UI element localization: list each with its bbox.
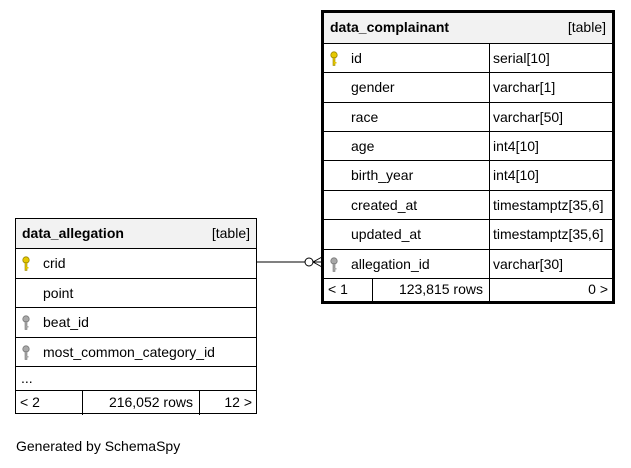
column-row-age[interactable] (324, 132, 612, 161)
column-type: timestamptz[35,6] (493, 197, 604, 213)
column-type: varchar[1] (493, 79, 556, 95)
column-name: most_common_category_id (43, 344, 215, 360)
column-name: created_at (351, 197, 418, 213)
children-count[interactable]: 0 > (588, 281, 608, 297)
more-columns-ellipsis: ... (21, 370, 33, 386)
column-row-beat-id[interactable] (16, 308, 256, 338)
column-row-id[interactable] (324, 44, 612, 73)
column-name: id (351, 50, 362, 66)
column-type: serial[10] (493, 50, 550, 66)
table-header (324, 13, 612, 44)
table-header (16, 219, 256, 249)
column-row-race[interactable] (324, 103, 612, 132)
table-footer (324, 279, 612, 301)
column-name: beat_id (43, 314, 89, 330)
column-type: timestamptz[35,6] (493, 226, 604, 242)
table-kind: [table] (567, 19, 606, 35)
column-row-birth-year[interactable] (324, 161, 612, 191)
column-name: age (351, 138, 375, 154)
column-name: birth_year (351, 167, 414, 183)
column-row-most-common-category-id[interactable] (16, 338, 256, 367)
foreign-key-icon (330, 257, 338, 273)
column-name: allegation_id (351, 256, 430, 272)
generated-by-label: Generated by SchemaSpy (16, 438, 181, 454)
foreign-key-icon (22, 345, 30, 361)
parents-count[interactable]: < 2 (20, 394, 40, 410)
column-type: varchar[30] (493, 256, 564, 272)
table-name: data_allegation (22, 225, 124, 241)
column-name: race (351, 109, 379, 125)
column-row-crid[interactable] (16, 249, 256, 279)
column-type: int4[10] (493, 138, 539, 154)
column-row-updated-at[interactable] (324, 220, 612, 250)
column-row-created-at[interactable] (324, 191, 612, 220)
row-count: 216,052 rows (108, 394, 193, 410)
table-data-complainant[interactable] (321, 10, 615, 304)
table-data-allegation[interactable] (15, 218, 257, 414)
foreign-key-icon (22, 315, 30, 331)
primary-key-icon (22, 256, 30, 272)
children-count[interactable]: 12 > (224, 394, 252, 410)
table-name: data_complainant (330, 19, 450, 35)
primary-key-icon (330, 51, 338, 67)
column-row-gender[interactable] (324, 73, 612, 103)
column-type: int4[10] (493, 167, 539, 183)
column-name: gender (351, 79, 395, 95)
row-count: 123,815 rows (398, 281, 483, 297)
table-kind: [table] (211, 225, 250, 241)
column-name: crid (43, 255, 66, 271)
column-name: updated_at (351, 226, 422, 242)
column-row-point[interactable] (16, 279, 256, 308)
column-row-allegation-id[interactable] (324, 250, 612, 279)
column-type: varchar[50] (493, 109, 564, 125)
table-footer (16, 391, 256, 415)
more-columns-row (16, 367, 256, 391)
column-name: point (43, 285, 74, 301)
parents-count[interactable]: < 1 (328, 281, 348, 297)
